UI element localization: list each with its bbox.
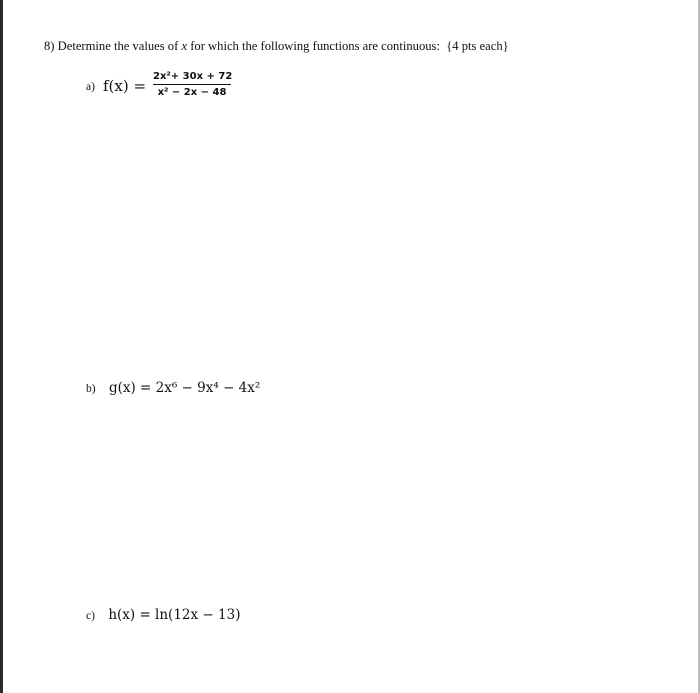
part-c-expression: h(x) = ln(12x − 13) (108, 607, 241, 623)
part-b-expression: g(x) = 2x⁶ − 9x⁴ − 4x² (108, 380, 261, 396)
part-a-fraction (153, 70, 231, 99)
question-number: 8) (44, 39, 55, 53)
fraction-bar (153, 84, 231, 85)
question-text-after: for which the following functions are continuous: (190, 39, 440, 53)
part-a-lhs: f(x) = (103, 77, 147, 95)
part-b (86, 380, 260, 396)
part-a-label: a) (86, 81, 95, 93)
part-a-denominator: x² − 2x − 48 (157, 87, 227, 98)
question-points: {4 pts each} (446, 39, 509, 53)
part-a-numerator: 2x²+ 30x + 72 (153, 71, 233, 82)
question-prompt (44, 39, 509, 54)
page-left-edge (0, 0, 3, 693)
part-b-label: b) (86, 383, 96, 395)
part-c (86, 607, 240, 623)
question-text-before: Determine the values of (57, 39, 179, 53)
part-c-label: c) (86, 610, 95, 622)
question-variable: x (181, 39, 188, 53)
